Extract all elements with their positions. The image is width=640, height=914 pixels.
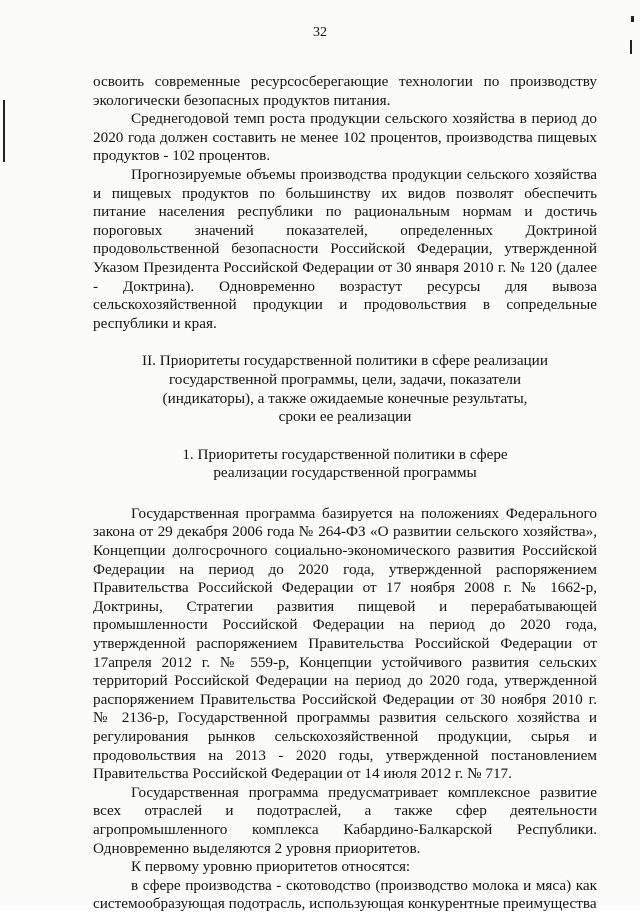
section-heading-line: II. Приоритеты государственной политики в сфере реализации xyxy=(142,352,548,370)
scan-edge-mark xyxy=(3,100,5,162)
section-heading-line: сроки ее реализации xyxy=(278,408,412,426)
paragraph: К первому уровню приоритетов относятся: xyxy=(131,858,411,876)
scan-edge-mark xyxy=(631,16,634,22)
paragraph: освоить современные ресурсосберегающие технологии по производству экологически безопасных продуктов питания. xyxy=(93,73,597,109)
paragraph: Государственная программа базируется на положениях Федерального закона от 29 декабря 2006 года № 264-ФЗ «О развитии сельского хозяйства», Концепции долгосрочного социально-экономического развития Российской Федерации на период до 2020 года, утвержденной распоряжением Правительства Российской Федерации от 17 ноября 2008 г. № 1662-р, Доктрины, Стратегии развития пищевой и перерабатывающей промышленности Российской Федерации на период до 2020 года, утвержденной распоряжением Правительства Российской Федерации от 17апреля 2012 г. № 559-р, Концепции устойчивого развития сельских территорий Российской Федерации на период до 2020 года, утвержденной распоряжением Правительства Российской Федерации от 30 ноября 2010 г. № 2136-р, Государственной программы развития сельского хозяйства и регулирования рынков сельскохозяйственной продукции, сырья и продовольствия на 2013 - 2020 годы, утвержденной постановлением Правительства Российской Федерации от 14 июля 2012 г. № 717. xyxy=(93,504,597,783)
subsection-heading-line: реализации государственной программы xyxy=(213,464,477,482)
section-heading xyxy=(93,352,597,426)
scan-edge-mark xyxy=(630,40,632,54)
paragraph: Прогнозируемые объемы производства продукции сельского хозяйства и пищевых продуктов по большинству их видов позволят обеспечить питание населения республики по рациональным нормам и достичь пороговых значений показателей, определенных Доктриной продовольственной безопасности Российской Федерации, утвержденной Указом Президента Российской Федерации от 30 января 2010 г. № 120 (далее - Доктрина). Одновременно возрастут ресурсы для вывоза сельскохозяйственной продукции и продовольствия в сопредельные республики и края. xyxy=(93,165,597,332)
paragraph: Государственная программа предусматривает комплексное развитие всех отраслей и подотраслей, а также сфер деятельности агропромышленного комплекса Кабардино-Балкарской Республики. Одновременно выделяются 2 уровня приоритетов. xyxy=(93,783,597,857)
page-number: 32 xyxy=(313,25,327,40)
document-body xyxy=(93,73,597,914)
paragraph: Среднегодовой темп роста продукции сельского хозяйства в период до 2020 года должен составить не менее 102 процентов, производства пищевых продуктов - 102 процентов. xyxy=(93,110,597,165)
bottom-paragraphs xyxy=(93,505,597,914)
top-paragraphs xyxy=(93,73,597,333)
paragraph: в сфере производства - скотоводство (производство молока и мяса) как системообразующая подотрасль, использующая конкурентные преимущества xyxy=(93,876,597,913)
subsection-heading-line: 1. Приоритеты государственной политики в сфере xyxy=(182,445,508,463)
subsection-heading xyxy=(93,446,597,483)
section-heading-line: государственной программы, цели, задачи, показатели xyxy=(168,370,522,388)
section-heading-line: (индикаторы), а также ожидаемые конечные результаты, xyxy=(162,389,528,407)
